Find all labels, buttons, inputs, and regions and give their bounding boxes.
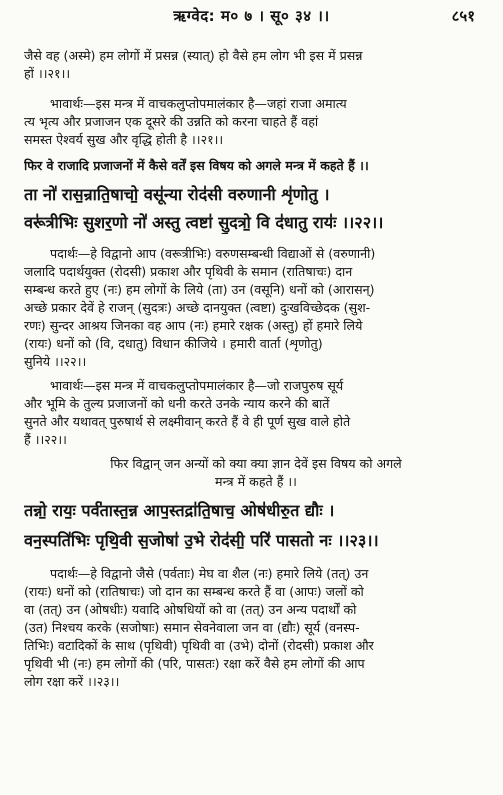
verse-line: वन॒स्पति॑भिः पृथि॒वी स॒जोषा॑ उ॒भे रोद॑सी॒ परि॑ पासतो नः ।।२३।। [24, 531, 379, 550]
text-line: सुनिये ।।२२।। [24, 354, 87, 369]
text-line: तिभिः) वटादिकों के साथ (पृथिवी) पृथिवी वा (उभे) दोनों (रोदसी) प्रकाश और [24, 638, 374, 653]
text-line: (रायः) धनों को (रातिषाचः) जो दान का सम्बन्ध करते हैं वा (आपः) जलों को [24, 584, 364, 599]
text-line: सुनते और यथावत् पुरुषार्थ से लक्ष्मीवान् करते हैं वे ही पूर्ण सुख वाले होते [24, 414, 351, 429]
text-line: (रायः) धनों को (वि, दधातु) विधान कीजिये । हमारी वार्ता (शृणोतु) [24, 336, 323, 351]
text-line: हों ।।२१।। [24, 66, 71, 81]
text-line: और भूमि के तुल्य प्रजाजनों को धनी करते उनके न्याय करने की बातें [24, 396, 330, 411]
section-intro: मन्त्र में कहते हैं ।। [215, 474, 297, 489]
page-number: ८५१ [451, 7, 475, 25]
text-line: त्य भृत्य और प्रजाजन एक दूसरे की उन्नति को करना चाहते हैं वहां [24, 114, 319, 129]
text-line: अच्छे प्रकार देवें हे राजन् (सुदत्रः) अच्छे दानयुक्त (त्वष्टा) दुःखविच्छेदक (सुश- [24, 300, 371, 315]
text-line: हैं ।।२२।। [24, 432, 67, 447]
padartha-line: पदार्थः—हे विद्वानो जैसे (पर्वताः) मेघ वा शैल (नः) हमारे लिये (तत्) उन [50, 566, 369, 581]
padartha-line: पदार्थः—हे विद्वानो आप (वरूत्रीभिः) वरुणसम्बन्धी विद्याओं से (वरुणानी) [50, 246, 376, 261]
bhavartha-line: भावार्थः—इस मन्त्र में वाचकलुप्तोपमालंकार है—जहां राजा अमात्य [50, 96, 347, 111]
verse-line: वरू॑त्रीभिः सुशर॒णो नो॑ अस्तु त्वष्टा॑ सु॒दत्रो॒ वि द॑धातु रायः॑ ।।२२।। [24, 213, 384, 232]
verse-line: ता नो॑ रास॒न्राति॒षाचो॒ वसू॑न्या रोद॑सी वरुणानी शृ॑णोतु । [24, 185, 330, 204]
text-line: रणः) सुन्दर आश्रय जिनका वह आप (नः) हमारे रक्षक (अस्तु) हों हमारे लिये [24, 318, 363, 333]
text-line: वा (तत्) उन (ओषधीः) यवादि ओषधियों को वा (तत्) उन अन्य पदार्थों को [24, 602, 357, 617]
section-intro: फिर विद्वान् जन अन्यों को क्या क्या ज्ञान देवें इस विषय को अगले [110, 456, 402, 471]
running-title: ऋग्वेद: म० ७ । सू० ३४ ।। [173, 7, 330, 25]
text-line: जैसे वह (अस्मे) हम लोगों में प्रसन्न (स्यात्) हो वैसे हम लोग भी इस में प्रसन्न [24, 48, 363, 63]
text-line: पृथिवी भी (नः) हम लोगों की (परि, पासतः) रक्षा करें वैसे हम लोगों की आप [24, 656, 365, 671]
text-line: (उत) निश्चय करके (सजोषाः) समान सेवनेवाला जन वा (द्यौः) सूर्य (वनस्प- [24, 620, 360, 635]
text-line: जलादि पदार्थयुक्त (रोदसी) प्रकाश और पृथिवी के समान (रातिषाचः) दान [24, 264, 353, 279]
section-intro: फिर वे राजादि प्रजाजनों में कैसे वर्तें इस विषय को अगले मन्त्र में कहते हैं ।। [24, 158, 369, 173]
text-line: सम्बन्ध करते हुए (नः) हम लोगों के लिये (ता) उन (वसूनि) धनों को (आरासन्) [24, 282, 375, 297]
bhavartha-line: भावार्थः—इस मन्त्र में वाचकलुप्तोपमालंकार है—जो राजपुरुष सूर्य [50, 378, 344, 393]
text-line: लोग रक्षा करें ।।२३।। [24, 674, 120, 689]
page-header [0, 6, 503, 28]
verse-line: तन्नो॒ रायः॒ पर्व॑तास्त॒न्न आप॒स्तद्रा॑ति॒षाच॒ ओष॑धीरु॒त द्यौः । [24, 501, 335, 520]
text-line: समस्त ऐश्वर्य सुख और वृद्धि होती है ।।२१।। [24, 132, 224, 147]
